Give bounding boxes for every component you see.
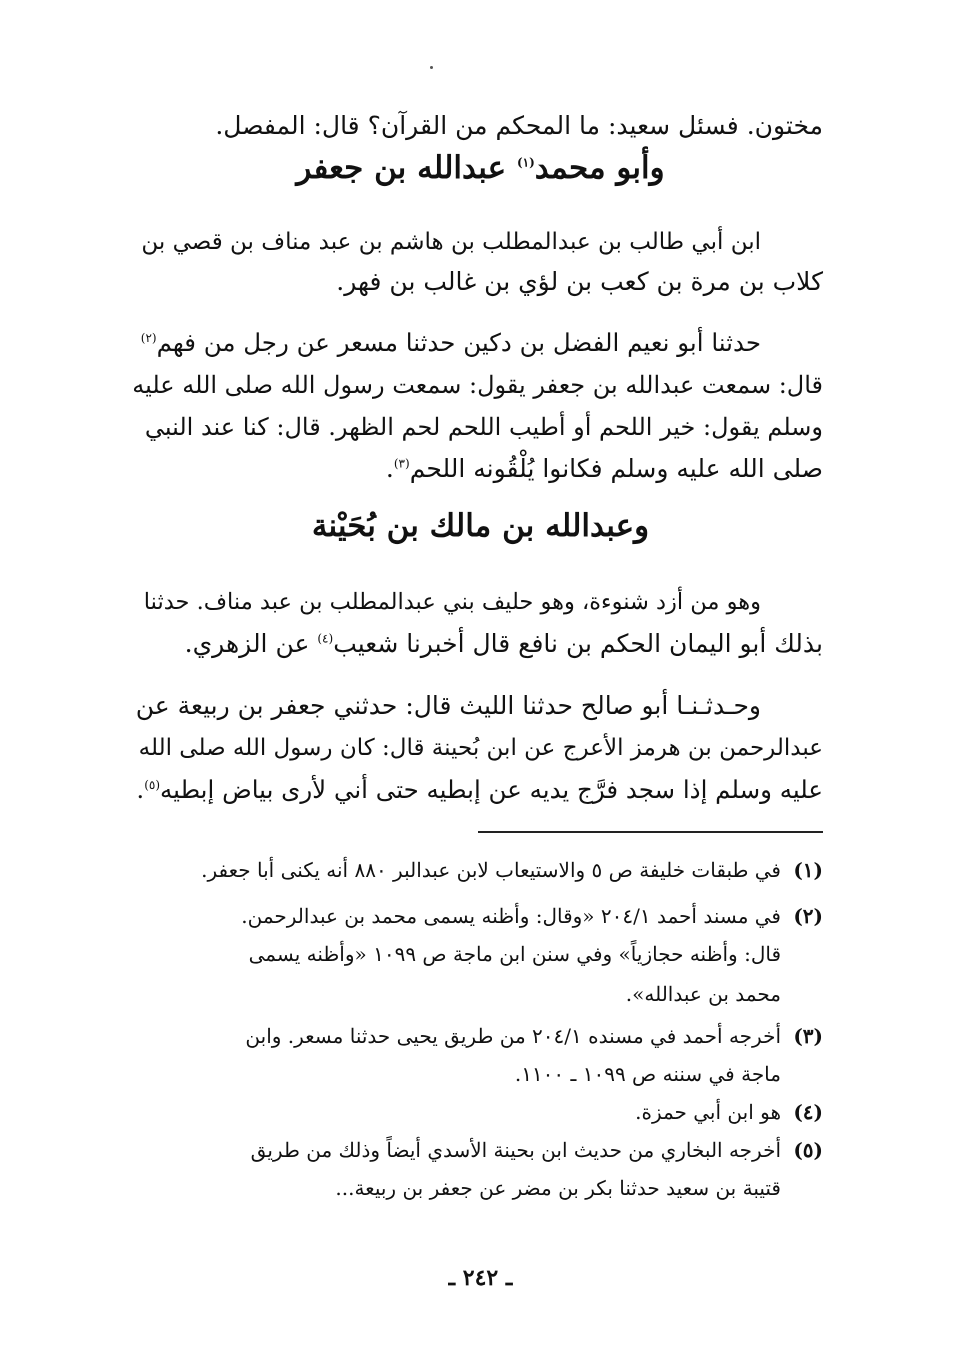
footnote-3-line: أخرجه أحمد في مسنده ٢٠٤/١ من طريق يحيى حدثنا مسعر. وابن [245, 1024, 781, 1048]
body-line [133, 323, 761, 363]
body-line [133, 770, 823, 810]
speck-mark [430, 66, 433, 69]
body-line: عبدالرحمن بن هرمز الأعرج عن ابن بُحينة قال: كان رسول الله صلى الله [138, 735, 823, 761]
footnote-number-5: (٥) [793, 1138, 823, 1162]
footnote-5-line: أخرجه البخاري من حديث ابن بحينة الأسدي أيضاً وذلك من طريق [250, 1138, 781, 1162]
body-line-text: . [385, 454, 394, 483]
body-line: ابن أبي طالب بن عبدالمطلب بن هاشم بن عبد مناف بن قصي بن [141, 229, 761, 255]
body-line: وهو من أزد شنوءة، وهو حليف بني عبدالمطلب بن عبد مناف. حدثنا [143, 589, 761, 615]
footnote-number-1: (١) [793, 858, 823, 882]
body-line: وسلم يقول: خير اللحم أو أطيب اللحم لحم الظهر. قال: كنا عند النبي [144, 413, 823, 441]
body-line [133, 624, 823, 664]
section-heading-2: وعبدالله بن مالك بن بُحَيْنة [311, 508, 650, 544]
footnote-ref-2: (٢) [140, 330, 157, 345]
footnote-4-line: هو ابن أبي حمزة. [635, 1100, 781, 1124]
footnote-number-2: (٢) [793, 904, 823, 928]
body-line: مختون. فسئل سعيد: ما المحكم من القرآن؟ قال: المفصل. [215, 111, 823, 140]
footnote-ref-5: (٥) [144, 777, 161, 792]
section-heading-1 [0, 150, 961, 186]
footnote-2-line: في مسند أحمد ٢٠٤/١ «وقال: وأظنه يسمى محمد بن عبدالرحمن. [241, 904, 781, 928]
footnote-ref-3: (٣) [393, 456, 410, 471]
body-line: وحـدثـنـا أبو صالح حدثنا الليث قال: حدثني جعفر بن ربيعة عن [135, 691, 761, 720]
footnote-ref-1: (١) [516, 155, 535, 170]
footnote-1-line: في طبقات خليفة ص ٥ والاستيعاب لابن عبدالبر ٨٨٠ أنه يكنى أبا جعفر. [201, 858, 781, 882]
body-line-text: عن الزهري. [184, 629, 318, 658]
body-line: قال: سمعت عبدالله بن جعفر يقول: سمعت رسول الله صلى الله عليه [132, 371, 823, 399]
body-line-text: . [136, 775, 145, 804]
footnote-2-line: محمد بن عبدالله». [625, 982, 781, 1006]
footnote-separator [478, 831, 823, 833]
body-line [133, 449, 823, 489]
heading-1-part-a: وأبو محمد [534, 150, 665, 186]
footnote-5-line: قتيبة بن سعيد حدثنا بكر بن مضر عن جعفر بن ربيعة... [335, 1176, 781, 1200]
footnote-number-4: (٤) [793, 1100, 823, 1124]
body-line-text: عليه وسلم إذا سجد فرَّج يديه عن إبطيه حتى أني لأرى بياض إبطيه [160, 775, 823, 804]
heading-1-part-b: عبدالله بن جعفر [296, 150, 517, 186]
body-line-text: صلى الله عليه وسلم فكانوا يُلْقُونه اللحم [409, 454, 823, 483]
body-line: كلاب بن مرة بن كعب بن لؤي بن غالب بن فهر. [336, 267, 823, 296]
page-number: ـ ٢٤٢ ـ [448, 1265, 513, 1291]
body-line-text: بذلك أبو اليمان الحكم بن نافع قال أخبرنا شعيب [333, 629, 823, 658]
footnote-number-3: (٣) [793, 1024, 823, 1048]
footnote-ref-4: (٤) [317, 631, 334, 646]
body-line-text: حدثنا أبو نعيم الفضل بن دكين حدثنا مسعر عن رجل من فهم [156, 328, 761, 357]
footnote-3-line: ماجة في سننه ص ١٠٩٩ ـ ١١٠٠. [514, 1062, 781, 1086]
footnote-2-line: قال: وأظنه حجازياً» وفي سنن ابن ماجة ص ١٠٩٩ «وأظنه يسمى [248, 942, 781, 966]
